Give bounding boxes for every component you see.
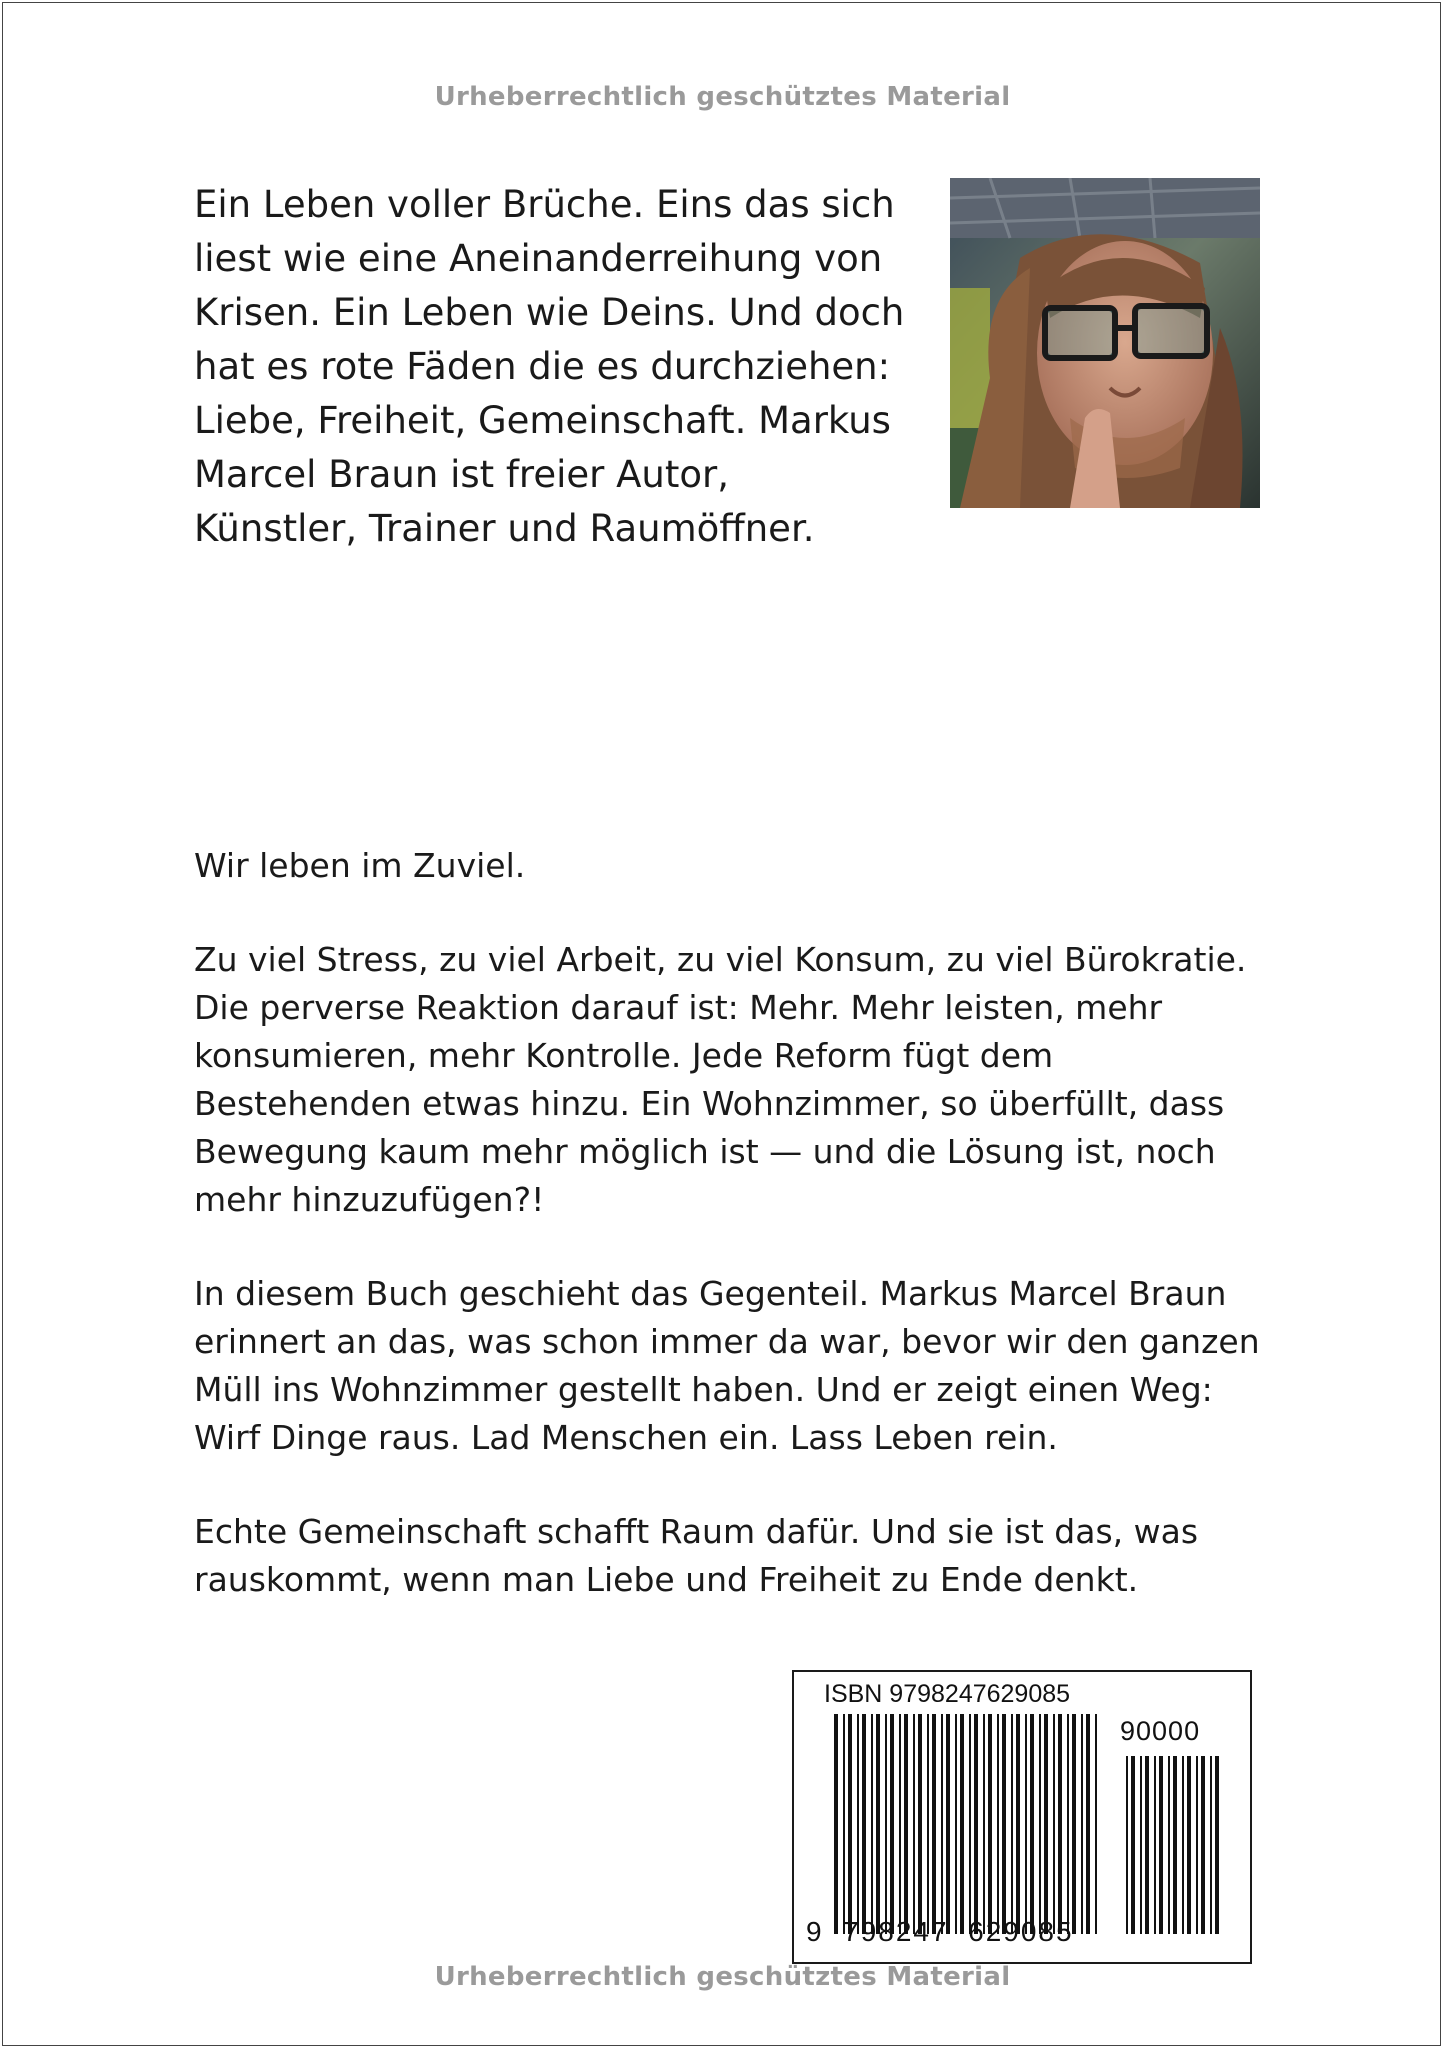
barcode-bar [1182, 1756, 1184, 1934]
barcode-bar [955, 1714, 957, 1934]
blurb-line: Echte Gemeinschaft schafft Raum dafür. Und sie ist das, was [194, 1512, 1199, 1551]
barcode-bar [1154, 1756, 1156, 1934]
author-portrait-image [950, 178, 1260, 508]
barcode-bar [960, 1714, 964, 1934]
barcode-bar [1072, 1714, 1076, 1934]
bio-line: Ein Leben voller Brüche. Eins das sich [194, 183, 895, 226]
barcode-bar [1145, 1756, 1149, 1934]
bio-line: Künstler, Trainer und Raumöffner. [194, 507, 815, 550]
barcode-bar [1067, 1714, 1069, 1934]
bio-line: Marcel Braun ist freier Autor, [194, 453, 729, 496]
barcode-bar [1215, 1756, 1219, 1934]
barcode-bar [1159, 1756, 1163, 1934]
barcode-bar [1058, 1714, 1062, 1934]
barcode-bar [834, 1714, 838, 1934]
bio-line: hat es rote Fäden die es durchziehen: [194, 345, 891, 388]
barcode-bar [885, 1714, 887, 1934]
blurb-line: erinnert an das, was schon immer da war, bevor wir den ganzen [194, 1322, 1260, 1361]
watermark-top: Urheberrechtlich geschütztes Material [434, 82, 1011, 112]
barcode-digits [806, 1916, 1074, 1948]
blurb-line: Wirf Dinge raus. Lad Menschen ein. Lass Leben rein. [194, 1418, 1058, 1457]
barcode-bar [918, 1714, 922, 1934]
barcode-bar [843, 1714, 845, 1934]
barcode-bar [941, 1714, 943, 1934]
barcode-bar [1081, 1714, 1083, 1934]
barcode-bar [1126, 1756, 1128, 1934]
blurb-line: Müll ins Wohnzimmer gestellt haben. Und er zeigt einen Weg: [194, 1370, 1213, 1409]
barcode-bar [932, 1714, 936, 1934]
barcode-bar [1044, 1714, 1048, 1934]
barcode-bar [1016, 1714, 1020, 1934]
barcode-bar [974, 1714, 978, 1934]
barcode-bar [1086, 1714, 1090, 1934]
barcode-bar [969, 1714, 971, 1934]
barcode-bar [1173, 1756, 1177, 1934]
blurb-line: rauskommt, wenn man Liebe und Freiheit zu Ende denkt. [194, 1560, 1139, 1599]
barcode-bar [997, 1714, 999, 1934]
bio-line: Liebe, Freiheit, Gemeinschaft. Markus [194, 399, 891, 442]
book-blurb [194, 842, 1260, 1604]
blurb-paragraph [194, 1270, 1260, 1462]
barcode-bar [890, 1714, 894, 1934]
barcode-bar [1053, 1714, 1055, 1934]
blurb-line: konsumieren, mehr Kontrolle. Jede Reform fügt dem [194, 1036, 1054, 1075]
barcode-bar [1201, 1756, 1205, 1934]
blurb-line: mehr hinzuzufügen?! [194, 1180, 545, 1219]
barcode-bar [904, 1714, 908, 1934]
blurb-line: Bewegung kaum mehr möglich ist — und die Lösung ist, noch [194, 1132, 1216, 1171]
blurb-line: Die perverse Reaktion darauf ist: Mehr. Mehr leisten, mehr [194, 988, 1163, 1027]
barcode-bar [862, 1714, 866, 1934]
barcode-bar [983, 1714, 985, 1934]
barcode-bar [1095, 1714, 1097, 1934]
blurb-line: Zu viel Stress, zu viel Arbeit, zu viel Konsum, zu viel Bürokratie. [194, 940, 1247, 979]
blurb-paragraph [194, 936, 1254, 1224]
barcode-digit-left: 798247 [843, 1916, 949, 1947]
barcode-bar [1002, 1714, 1006, 1934]
barcode-bar [1039, 1714, 1041, 1934]
barcode-bar [1030, 1714, 1034, 1934]
barcode-bar [848, 1714, 852, 1934]
bio-line: liest wie eine Aneinanderreihung von [194, 237, 883, 280]
barcode-bar [1210, 1756, 1212, 1934]
blurb-line: In diesem Buch geschieht das Gegenteil. Markus Marcel Braun [194, 1274, 1227, 1313]
barcode-bar [871, 1714, 873, 1934]
isbn-barcode [792, 1670, 1252, 1964]
blurb-line: Wir leben im Zuviel. [194, 846, 526, 885]
blurb-paragraph [194, 1508, 1254, 1604]
barcode-bar [876, 1714, 880, 1934]
barcode-digit-lead: 9 [806, 1916, 824, 1947]
author-bio [194, 178, 914, 556]
blurb-paragraph [194, 842, 1254, 890]
barcode-bar [946, 1714, 950, 1934]
barcode-bar [899, 1714, 901, 1934]
author-photo [950, 178, 1260, 508]
blurb-line: Bestehenden etwas hinzu. Ein Wohnzimmer, so überfüllt, dass [194, 1084, 1225, 1123]
price-code: 90000 [1120, 1716, 1201, 1746]
barcode-bar [1187, 1756, 1191, 1934]
barcode-bar [1168, 1756, 1170, 1934]
barcode-bar [1025, 1714, 1027, 1934]
barcode-bar [1131, 1756, 1135, 1934]
isbn-label: ISBN 9798247629085 [824, 1680, 1071, 1708]
barcode-bar [1011, 1714, 1013, 1934]
watermark-bottom: Urheberrechtlich geschütztes Material [434, 1962, 1011, 1992]
barcode-bar [988, 1714, 992, 1934]
barcode-bar [857, 1714, 859, 1934]
barcode-bar [927, 1714, 929, 1934]
barcode-bar [913, 1714, 915, 1934]
barcode-bar [1140, 1756, 1142, 1934]
barcode-digit-right: 629085 [968, 1916, 1074, 1947]
bio-line: Krisen. Ein Leben wie Deins. Und doch [194, 291, 905, 334]
barcode-bar [1196, 1756, 1198, 1934]
